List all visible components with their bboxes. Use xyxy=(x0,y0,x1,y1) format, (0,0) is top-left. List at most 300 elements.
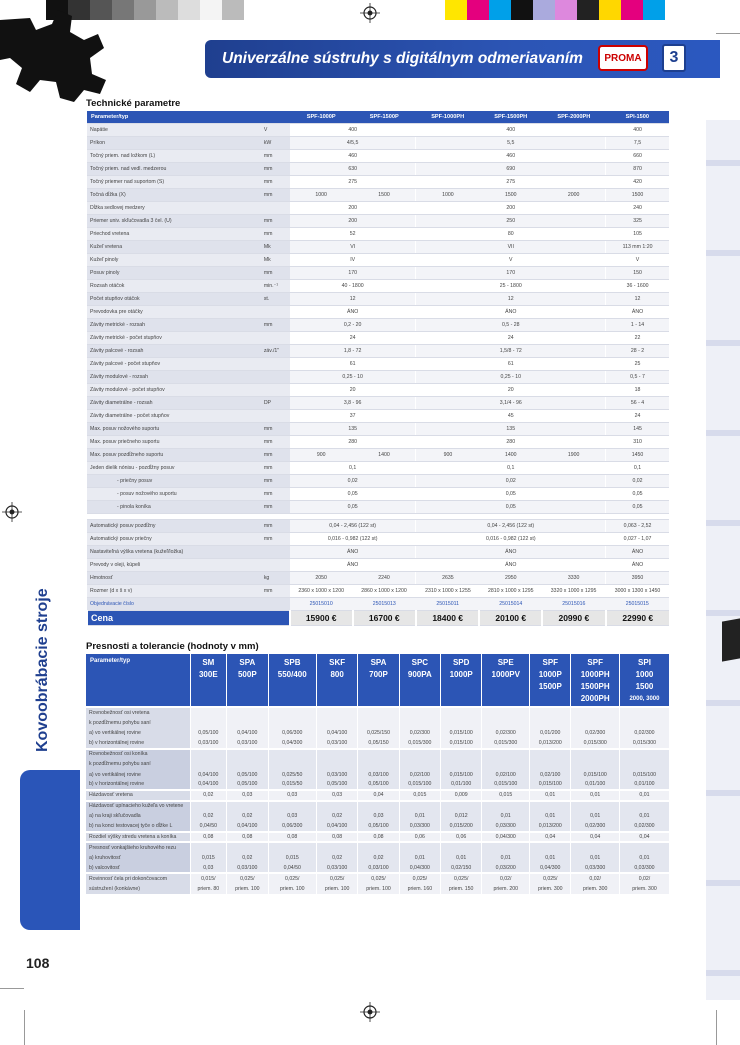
value-cell: 0,05/100 xyxy=(227,780,268,790)
value-cell xyxy=(441,759,482,769)
value-cell: 0,015/300 xyxy=(482,738,530,748)
model-column-header xyxy=(358,654,399,707)
value-cell: 0,25 - 10 xyxy=(290,370,416,383)
value-cell: 0,01 xyxy=(619,852,669,862)
precision-table-body xyxy=(86,707,669,894)
unit-label: mm xyxy=(262,175,290,188)
value-cell xyxy=(530,842,571,852)
value-cell: V xyxy=(606,253,669,266)
value-cell xyxy=(316,801,357,811)
value-cell xyxy=(227,842,268,852)
value-cell: 0,01 xyxy=(441,852,482,862)
value-cell: 18 xyxy=(606,383,669,396)
value-cell: 900 xyxy=(416,448,479,461)
table-row xyxy=(87,487,669,500)
precision-section-title: Presnosti a tolerancie (hodnoty v mm) xyxy=(86,641,259,652)
value-cell xyxy=(358,749,399,759)
page-title: Univerzálne sústruhy s digitálnym odmeriavaním xyxy=(222,50,583,67)
unit-label: kW xyxy=(262,136,290,149)
value-cell xyxy=(619,717,669,727)
parameter-label: Priemer univ. skľučovadla 3 čel. (U) xyxy=(87,214,262,227)
value-cell xyxy=(482,749,530,759)
value-cell xyxy=(571,842,619,852)
parameter-label: Rovinnosť čela pri dokončovacom xyxy=(86,873,190,883)
value-cell xyxy=(482,801,530,811)
table-row xyxy=(86,717,669,727)
value-cell: 0,06/300 xyxy=(268,821,316,831)
value-cell: ÁNO xyxy=(416,545,606,558)
unit-label: mm xyxy=(262,227,290,240)
value-cell: 3330 xyxy=(542,571,605,584)
value-cell: 0,04 xyxy=(619,832,669,842)
value-cell: 0,05/100 xyxy=(227,769,268,779)
value-cell: priem. 300 xyxy=(530,884,571,894)
parameter-label: Automatický posuv pozdĺžny xyxy=(87,519,262,532)
value-cell: 0,05/100 xyxy=(358,780,399,790)
value-cell: 0,04/100 xyxy=(227,821,268,831)
table-row xyxy=(87,357,669,370)
unit-label: mm xyxy=(262,266,290,279)
table-row xyxy=(87,305,669,318)
value-cell: 0,03/100 xyxy=(227,863,268,873)
value-cell: 0,012 xyxy=(441,811,482,821)
price-value: 16700 € xyxy=(353,610,416,625)
value-cell: 0,08 xyxy=(358,832,399,842)
value-cell xyxy=(399,801,440,811)
parameter-label: k pozdĺžnemu pohybu saní xyxy=(86,717,190,727)
value-cell: 0,04 - 2,456 (122 st) xyxy=(416,519,606,532)
parameter-label: Nastaviteľná výška vretena (kužeľ/ložka) xyxy=(87,545,262,558)
value-cell: 0,03/100 xyxy=(227,738,268,748)
table-row xyxy=(87,344,669,357)
value-cell: 0,02 xyxy=(606,474,669,487)
unit-label: mm xyxy=(262,318,290,331)
table-row xyxy=(87,558,669,571)
table-row xyxy=(87,584,669,597)
table-row xyxy=(87,136,669,149)
parameter-label: - posuv nožového suportu xyxy=(87,487,262,500)
value-cell: 0,03/100 xyxy=(358,863,399,873)
value-cell: V xyxy=(416,253,606,266)
value-cell: 0,015/100 xyxy=(441,769,482,779)
unit-label: mm xyxy=(262,448,290,461)
table-row xyxy=(87,331,669,344)
print-color-bar-right xyxy=(445,0,709,20)
value-cell xyxy=(190,707,227,717)
parameter-label: Rozmer (d x š x v) xyxy=(87,584,262,597)
value-cell: 0,02 xyxy=(416,474,606,487)
parameter-label: Počet stupňov otáčok xyxy=(87,292,262,305)
table-row xyxy=(87,149,669,162)
table-row xyxy=(86,728,669,738)
model-column-header xyxy=(227,654,268,707)
value-cell: 56 - 4 xyxy=(606,396,669,409)
order-number: 25015016 xyxy=(542,597,605,610)
value-cell xyxy=(268,707,316,717)
parameter-label: Jeden dielik nónisu - pozdĺžny posuv xyxy=(87,461,262,474)
value-cell xyxy=(268,749,316,759)
value-cell: 2860 x 1000 x 1200 xyxy=(353,584,416,597)
value-cell: 870 xyxy=(606,162,669,175)
table-row xyxy=(87,474,669,487)
value-cell: 0,03/100 xyxy=(316,738,357,748)
value-cell: 0,025/ xyxy=(268,873,316,883)
model-name-line: 1500P xyxy=(538,682,562,691)
value-cell: 0,01 xyxy=(482,811,530,821)
model-name-line: 1000 xyxy=(635,670,654,679)
value-cell: 0,03/100 xyxy=(358,769,399,779)
value-cell: 52 xyxy=(290,227,416,240)
parameter-label: a) kruhovitosť xyxy=(86,852,190,862)
value-cell xyxy=(399,842,440,852)
value-cell: 1400 xyxy=(353,448,416,461)
model-name-line: SM xyxy=(202,658,215,667)
value-cell: 0,03/300 xyxy=(399,821,440,831)
value-cell xyxy=(619,842,669,852)
value-cell xyxy=(399,759,440,769)
value-cell: 0,015 xyxy=(190,852,227,862)
value-cell: 0,025/ xyxy=(399,873,440,883)
value-cell xyxy=(358,717,399,727)
table-row xyxy=(86,832,669,842)
value-cell: 0,06 xyxy=(441,832,482,842)
value-cell: 0,05/100 xyxy=(316,780,357,790)
parameter-label: Závity modulové - rozsah xyxy=(87,370,262,383)
order-number: 25015014 xyxy=(479,597,542,610)
registration-mark-icon xyxy=(360,3,380,23)
model-name-line: SPI xyxy=(638,658,651,667)
unit-label: DP xyxy=(262,396,290,409)
value-cell: 0,02/300 xyxy=(571,728,619,738)
parameter-label: Závity diametrálne - rozsah xyxy=(87,396,262,409)
table-row xyxy=(87,162,669,175)
value-cell: 0,01 xyxy=(530,852,571,862)
value-cell: 0,015/200 xyxy=(441,821,482,831)
table-row xyxy=(86,863,669,873)
value-cell xyxy=(441,707,482,717)
table-row xyxy=(87,123,669,136)
value-cell xyxy=(268,801,316,811)
crop-mark xyxy=(716,1010,717,1045)
value-cell: priem. 160 xyxy=(399,884,440,894)
value-cell xyxy=(358,801,399,811)
parameter-label: Závity palcové - počet stupňov xyxy=(87,357,262,370)
value-cell xyxy=(441,842,482,852)
unit-label: mm xyxy=(262,422,290,435)
value-cell: priem. 300 xyxy=(619,884,669,894)
unit-label: min.⁻¹ xyxy=(262,279,290,292)
value-cell: 400 xyxy=(416,123,606,136)
value-cell: 1,8 - 72 xyxy=(290,344,416,357)
value-cell: 0,01 xyxy=(619,790,669,800)
value-cell: 0,5 - 7 xyxy=(606,370,669,383)
model-name-line: 1000P xyxy=(449,670,473,679)
parameter-label: Automatický posuv priečny xyxy=(87,532,262,545)
parameter-label: Točná dĺžka (X) xyxy=(87,188,262,201)
model-name-line: 1000PV xyxy=(491,670,520,679)
unit-label: kg xyxy=(262,571,290,584)
value-cell: 0,01 xyxy=(571,811,619,821)
value-cell xyxy=(316,707,357,717)
value-cell xyxy=(530,759,571,769)
parameter-label: b) v horizontálnej rovine xyxy=(86,780,190,790)
value-cell xyxy=(227,749,268,759)
value-cell: 0,1 xyxy=(290,461,416,474)
value-cell: 3950 xyxy=(606,571,669,584)
value-cell: 0,025/ xyxy=(316,873,357,883)
value-cell: priem. 100 xyxy=(227,884,268,894)
value-cell xyxy=(190,749,227,759)
value-cell xyxy=(268,759,316,769)
value-cell xyxy=(190,842,227,852)
tech-table-header xyxy=(87,111,669,123)
value-cell: 7,5 xyxy=(606,136,669,149)
value-cell: 460 xyxy=(290,149,416,162)
value-cell: 0,04/100 xyxy=(190,769,227,779)
value-cell: ÁNO xyxy=(606,545,669,558)
value-cell: 0,015/100 xyxy=(482,780,530,790)
crop-mark xyxy=(24,1010,25,1045)
value-cell: 1500 xyxy=(353,188,416,201)
parameter-label: Závity metrické - počet stupňov xyxy=(87,331,262,344)
value-cell: 1500 xyxy=(479,188,542,201)
tech-table-body xyxy=(87,123,669,625)
value-cell: 240 xyxy=(606,201,669,214)
value-cell: IV xyxy=(290,253,416,266)
table-row xyxy=(87,279,669,292)
value-cell xyxy=(399,749,440,759)
price-value: 18400 € xyxy=(416,610,479,625)
value-cell: 0,04/300 xyxy=(399,863,440,873)
value-cell: 0,016 - 0,982 (122 st) xyxy=(290,532,416,545)
model-name-line: 500P xyxy=(237,670,257,679)
value-cell: 0,015/ xyxy=(190,873,227,883)
table-row xyxy=(86,790,669,800)
column-header: SPF-1500PH xyxy=(479,111,542,123)
parameter-label: Posuv pinoly xyxy=(87,266,262,279)
order-number: 25015013 xyxy=(353,597,416,610)
chapter-label: Kovoobrábacie stroje xyxy=(34,588,51,752)
value-cell: 0,04 xyxy=(358,790,399,800)
value-cell xyxy=(316,717,357,727)
value-cell: 0,06/300 xyxy=(268,728,316,738)
model-name-line: 900PA xyxy=(407,670,432,679)
parameter-label: Prevodovka pre otáčky xyxy=(87,305,262,318)
value-cell: 24 xyxy=(416,331,606,344)
value-cell: 3,8 - 96 xyxy=(290,396,416,409)
parameter-label: Závity palcové - rozsah xyxy=(87,344,262,357)
model-name-line: 800 xyxy=(330,670,344,679)
value-cell: 0,04/100 xyxy=(190,780,227,790)
value-cell: 3320 x 1000 x 1295 xyxy=(542,584,605,597)
model-column-header xyxy=(268,654,316,707)
table-row xyxy=(87,532,669,545)
parameter-label: Kužeľ vretena xyxy=(87,240,262,253)
value-cell xyxy=(190,717,227,727)
value-cell xyxy=(571,759,619,769)
unit-label xyxy=(262,409,290,422)
price-row xyxy=(87,610,669,625)
value-cell: 0,03/300 xyxy=(619,863,669,873)
precision-table-header xyxy=(86,654,669,707)
parameter-label: b) na konci testovacej tyče o dĺžke L xyxy=(86,821,190,831)
value-cell: 0,03 xyxy=(268,790,316,800)
value-cell: 0,08 xyxy=(227,832,268,842)
value-cell xyxy=(482,717,530,727)
value-cell: 12 xyxy=(606,292,669,305)
value-cell xyxy=(399,707,440,717)
value-cell: 0,03 xyxy=(358,811,399,821)
value-cell: 5,5 xyxy=(416,136,606,149)
unit-label xyxy=(262,305,290,318)
value-cell: 0,02/ xyxy=(571,873,619,883)
value-cell: 0,025/ xyxy=(227,873,268,883)
value-cell: 0,02/100 xyxy=(399,769,440,779)
unit-label: st. xyxy=(262,292,290,305)
table-row xyxy=(87,227,669,240)
value-cell: 12 xyxy=(290,292,416,305)
parameter-label: Napätie xyxy=(87,123,262,136)
value-cell: ÁNO xyxy=(606,305,669,318)
value-cell: 0,02/100 xyxy=(530,769,571,779)
unit-label: mm xyxy=(262,214,290,227)
value-cell xyxy=(190,801,227,811)
value-cell: 150 xyxy=(606,266,669,279)
value-cell: 0,01 xyxy=(399,811,440,821)
price-value: 22990 € xyxy=(606,610,669,625)
value-cell: 0,02/300 xyxy=(571,821,619,831)
value-cell: 170 xyxy=(290,266,416,279)
value-cell: 0,03/300 xyxy=(571,863,619,873)
table-row xyxy=(86,884,669,894)
column-header: Parameter/typ xyxy=(86,654,190,707)
value-cell: 0,02 xyxy=(190,790,227,800)
parameter-label: Max. posuv priečneho suportu xyxy=(87,435,262,448)
value-cell: 1500 xyxy=(606,188,669,201)
value-cell xyxy=(441,749,482,759)
unit-label: mm xyxy=(262,487,290,500)
parameter-label: a) vo vertikálnej rovine xyxy=(86,769,190,779)
value-cell: 250 xyxy=(416,214,606,227)
model-column-header xyxy=(399,654,440,707)
column-header: SPI-1500 xyxy=(606,111,669,123)
value-cell xyxy=(482,842,530,852)
model-name-line: SPE xyxy=(497,658,514,667)
value-cell: 0,05 xyxy=(606,487,669,500)
value-cell: 0,01 xyxy=(482,852,530,862)
value-cell: 0,03/200 xyxy=(482,863,530,873)
value-cell: 0,015/100 xyxy=(441,728,482,738)
unit-label xyxy=(262,383,290,396)
unit-label: Mk xyxy=(262,240,290,253)
value-cell: 0,015 xyxy=(268,852,316,862)
proma-logo xyxy=(598,45,648,71)
value-cell: 0,04/300 xyxy=(268,738,316,748)
value-cell: ÁNO xyxy=(606,558,669,571)
table-row xyxy=(86,842,669,852)
value-cell: 0,05 xyxy=(290,500,416,513)
value-cell: 0,02 xyxy=(227,852,268,862)
value-cell xyxy=(358,759,399,769)
value-cell: 0,016 - 0,982 (122 st) xyxy=(416,532,606,545)
price-value: 20100 € xyxy=(479,610,542,625)
value-cell: 0,04/100 xyxy=(227,728,268,738)
unit-label: mm xyxy=(262,500,290,513)
model-name-line: SPC xyxy=(411,658,429,667)
unit-label xyxy=(262,357,290,370)
value-cell: VI xyxy=(290,240,416,253)
table-row xyxy=(87,201,669,214)
value-cell: 0,04/50 xyxy=(190,821,227,831)
value-cell: 2360 x 1000 x 1200 xyxy=(290,584,353,597)
value-cell: 0,025/50 xyxy=(268,769,316,779)
value-cell: 0,01 xyxy=(530,790,571,800)
value-cell: 0,013/200 xyxy=(530,738,571,748)
value-cell: 2050 xyxy=(290,571,353,584)
crop-mark xyxy=(0,988,24,989)
value-cell: 0,02 xyxy=(316,811,357,821)
model-name-line: SPD xyxy=(452,658,470,667)
value-cell: 200 xyxy=(290,214,416,227)
value-cell: 61 xyxy=(416,357,606,370)
parameter-label: Házdavosť vretena xyxy=(86,790,190,800)
value-cell: 0,04/100 xyxy=(316,821,357,831)
value-cell: 0,015/100 xyxy=(619,769,669,779)
value-cell: 0,01 xyxy=(571,790,619,800)
value-cell xyxy=(227,707,268,717)
table-row xyxy=(87,266,669,279)
value-cell: 145 xyxy=(606,422,669,435)
table-row xyxy=(87,571,669,584)
value-cell: 0,03/100 xyxy=(316,769,357,779)
value-cell: ÁNO xyxy=(290,305,416,318)
unit-label xyxy=(262,545,290,558)
value-cell xyxy=(530,801,571,811)
value-cell: 2000 xyxy=(542,188,605,201)
value-cell: ÁNO xyxy=(416,558,606,571)
value-cell: 400 xyxy=(290,123,416,136)
value-cell xyxy=(571,707,619,717)
value-cell: ÁNO xyxy=(290,545,416,558)
value-cell: 0,02/ xyxy=(482,873,530,883)
table-row xyxy=(87,318,669,331)
model-name-line: SPA xyxy=(239,658,256,667)
unit-label: mm xyxy=(262,461,290,474)
value-cell xyxy=(316,759,357,769)
crop-mark xyxy=(716,33,740,34)
order-number: 25015015 xyxy=(606,597,669,610)
unit-label: mm xyxy=(262,532,290,545)
value-cell xyxy=(227,801,268,811)
value-cell: 0,01 xyxy=(399,852,440,862)
parameter-label: k pozdĺžnemu pohybu saní xyxy=(86,759,190,769)
value-cell: 0,02/300 xyxy=(399,728,440,738)
value-cell: 80 xyxy=(416,227,606,240)
value-cell: priem. 200 xyxy=(482,884,530,894)
value-cell xyxy=(530,707,571,717)
value-cell: 45 xyxy=(416,409,606,422)
value-cell: 0,013/200 xyxy=(530,821,571,831)
order-number-row xyxy=(87,597,669,610)
value-cell: 0,03 xyxy=(190,863,227,873)
value-cell: 0,02/100 xyxy=(482,769,530,779)
value-cell: 0,05 xyxy=(606,500,669,513)
table-row xyxy=(87,422,669,435)
value-cell: 1 - 14 xyxy=(606,318,669,331)
parameter-label: Priechod vretena xyxy=(87,227,262,240)
table-row xyxy=(87,175,669,188)
value-cell: 2240 xyxy=(353,571,416,584)
